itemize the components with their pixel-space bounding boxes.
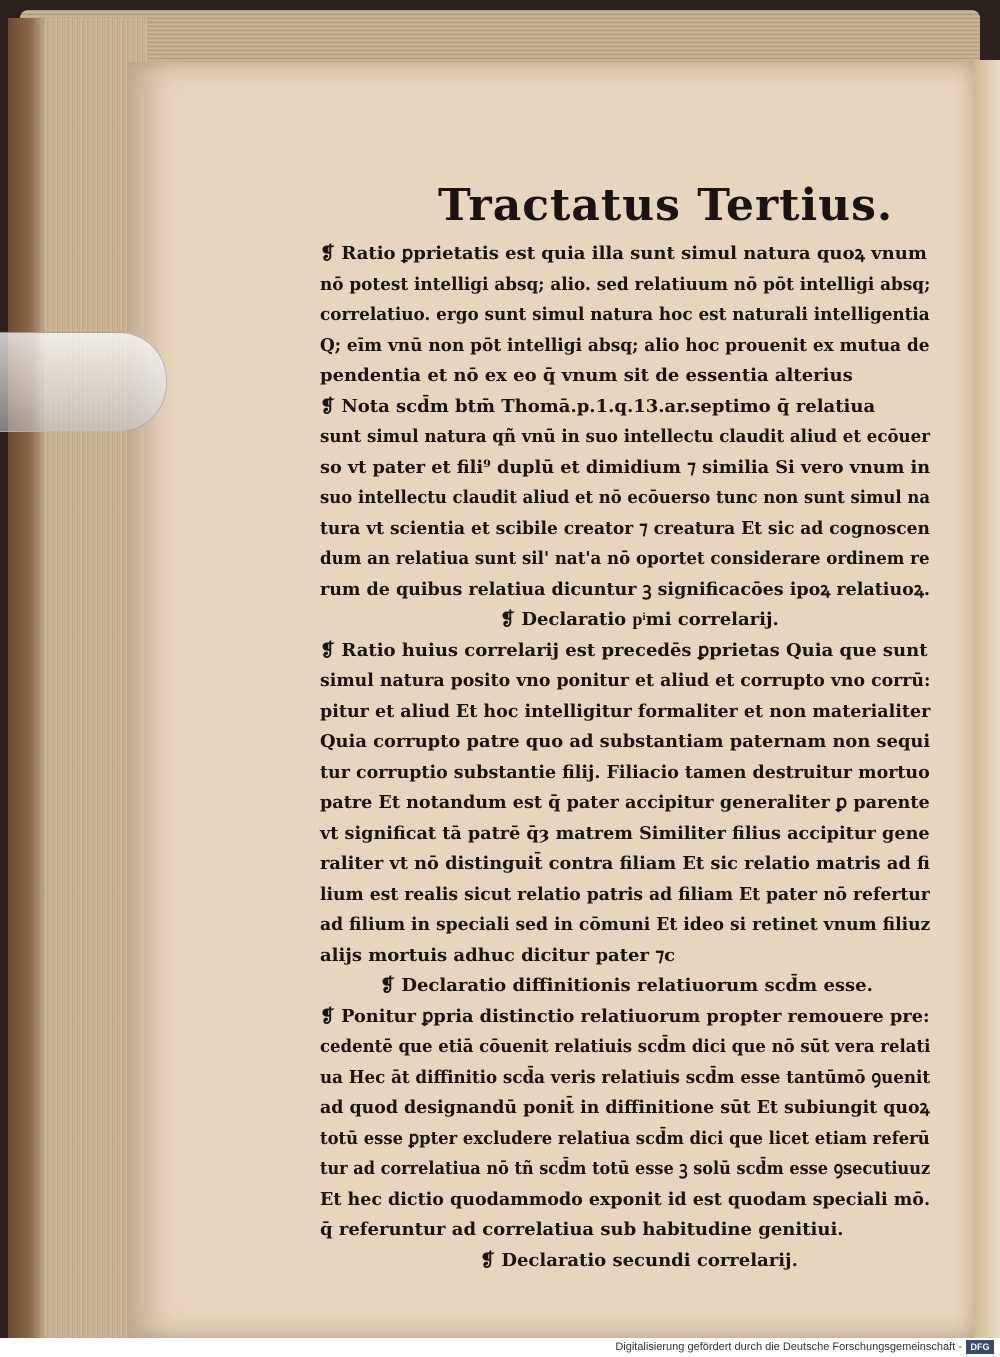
text-line: cedentē que etiā cōuenit relatiuis scd̄m dici que nō sūt vera relati: [320, 1036, 931, 1057]
text-line: ad quod designandū ponit̄ in diffinitione sūt Et subiungit quoꝝ: [320, 1097, 930, 1118]
page-text: [320, 180, 930, 1276]
text-line: tur corruptio substantie filij. Filiacio tamen destruitur mortuo: [320, 761, 930, 783]
text-line: lium est realis sicut relatio patris ad filiam Et pater nō refertur: [320, 883, 930, 905]
book-top-edge: [20, 10, 980, 70]
text-line: suo intellectu claudit aliud et nō ecōuerso tunc non sunt simul na: [320, 487, 931, 508]
text-line: totū esse ꝑpter excludere relatiua scd̄m dici que licet etiam referū: [320, 1127, 930, 1149]
text-line: dum an relatiua sunt sil' nat'a nō oportet considerare ordinem re: [320, 548, 930, 569]
text-line: Quia corrupto patre quo ad substantiam paternam non sequi: [320, 731, 931, 752]
text-line: ❡ Nota scd̄m btm̄ Thomā.p.1.q.13.ar.septimo q̄ relatiua: [320, 395, 876, 417]
text-line: vt significat tā patrē q̄ȝ matrem Similiter filius accipitur gene: [320, 822, 930, 844]
paragraph-1: [320, 239, 930, 605]
declaration-secundi: ❡ Declaratio secundi correlarij.: [480, 1249, 798, 1271]
footer-credit: Digitalisierung gefördert durch die Deutsche Forschungsgemeinschaft -: [615, 1341, 962, 1353]
text-line: ua Hec āt diffinitio scd̄a veris relatiuis scd̄m esse tantūmō ꝯuenit: [320, 1066, 931, 1088]
text-line: q̄ referuntur ad correlatiua sub habitudine genitiui.: [320, 1219, 844, 1240]
text-line: correlatiuo. ergo sunt simul natura hoc est naturali intelligentia: [320, 304, 930, 325]
declaration-primi: ❡ Declaratio pͥmi correlarij.: [500, 609, 779, 630]
dfg-logo: DFG: [966, 1340, 994, 1354]
text-line: sunt simul natura qñ vnū in suo intellectu claudit aliud et ecōuer: [320, 426, 930, 447]
text-line: patre Et notandum est q̄ pater accipitur generaliter ꝑ parente: [320, 792, 930, 813]
text-line: pitur et aliud Et hoc intelligitur formaliter et non materialiter: [320, 700, 931, 722]
text-line: ❡ Ratio ꝑprietatis est quia illa sunt simul natura quoꝝ vnum: [320, 243, 927, 264]
declaration-diffinitionis: ❡ Declaratio diffinitionis relatiuorum scd̄m esse.: [380, 975, 873, 996]
text-line: alijs mortuis adhuc dicitur pater ⁊c: [320, 944, 676, 966]
text-line: rum de quibus relatiua dicuntur ꝫ significacōes ipoꝝ relatiuoꝝ.: [320, 578, 931, 600]
paragraph-3: [320, 1002, 930, 1246]
paragraph-2: [320, 636, 930, 972]
text-line: tura vt scientia et scibile creator ⁊ creatura Et sic ad cognoscen: [320, 517, 930, 539]
text-line: ad filium in speciali sed in cōmuni Et ideo si retinet vnum filiuz: [320, 914, 931, 935]
text-line: Q; eīm vnū non pōt intelligi absq; alio hoc prouenit ex mutua de: [320, 334, 930, 356]
text-line: ❡ Ponitur ꝑpria distinctio relatiuorum propter remouere pre:: [320, 1005, 930, 1027]
text-line: simul natura posito vno ponitur et aliud et corrupto vno corrū:: [320, 670, 931, 691]
text-line: tur ad correlatiua nō tñ scd̄m totū esse ꝫ solū scd̄m esse ꝯsecutiuuz: [320, 1158, 931, 1179]
page-heading: Tractatus Tertius.: [438, 180, 894, 231]
book-page-edges: [8, 18, 148, 1338]
page-clamp: [0, 332, 167, 432]
text-line: ❡ Ratio huius correlarij est precedēs ꝑprietas Quia que sunt: [320, 639, 928, 661]
footer-bar: [0, 1338, 1000, 1357]
text-line: raliter vt nō distinguit̄ contra filiam Et sic relatio matris ad fi: [320, 853, 930, 874]
text-line: nō potest intelligi absq; alio. sed relatiuum nō pōt intelligi absq;: [320, 273, 931, 295]
facing-page-edge: [974, 60, 1000, 1338]
text-line: pendentia et nō ex eo q̄ vnum sit de essentia alterius: [320, 365, 853, 386]
text-line: Et hec dictio quodammodo exponit id est quodam speciali mō.: [320, 1188, 931, 1210]
text-line: so vt pater et fili⁹ duplū et dimidium ⁊ similia Si vero vnum in: [320, 456, 931, 478]
